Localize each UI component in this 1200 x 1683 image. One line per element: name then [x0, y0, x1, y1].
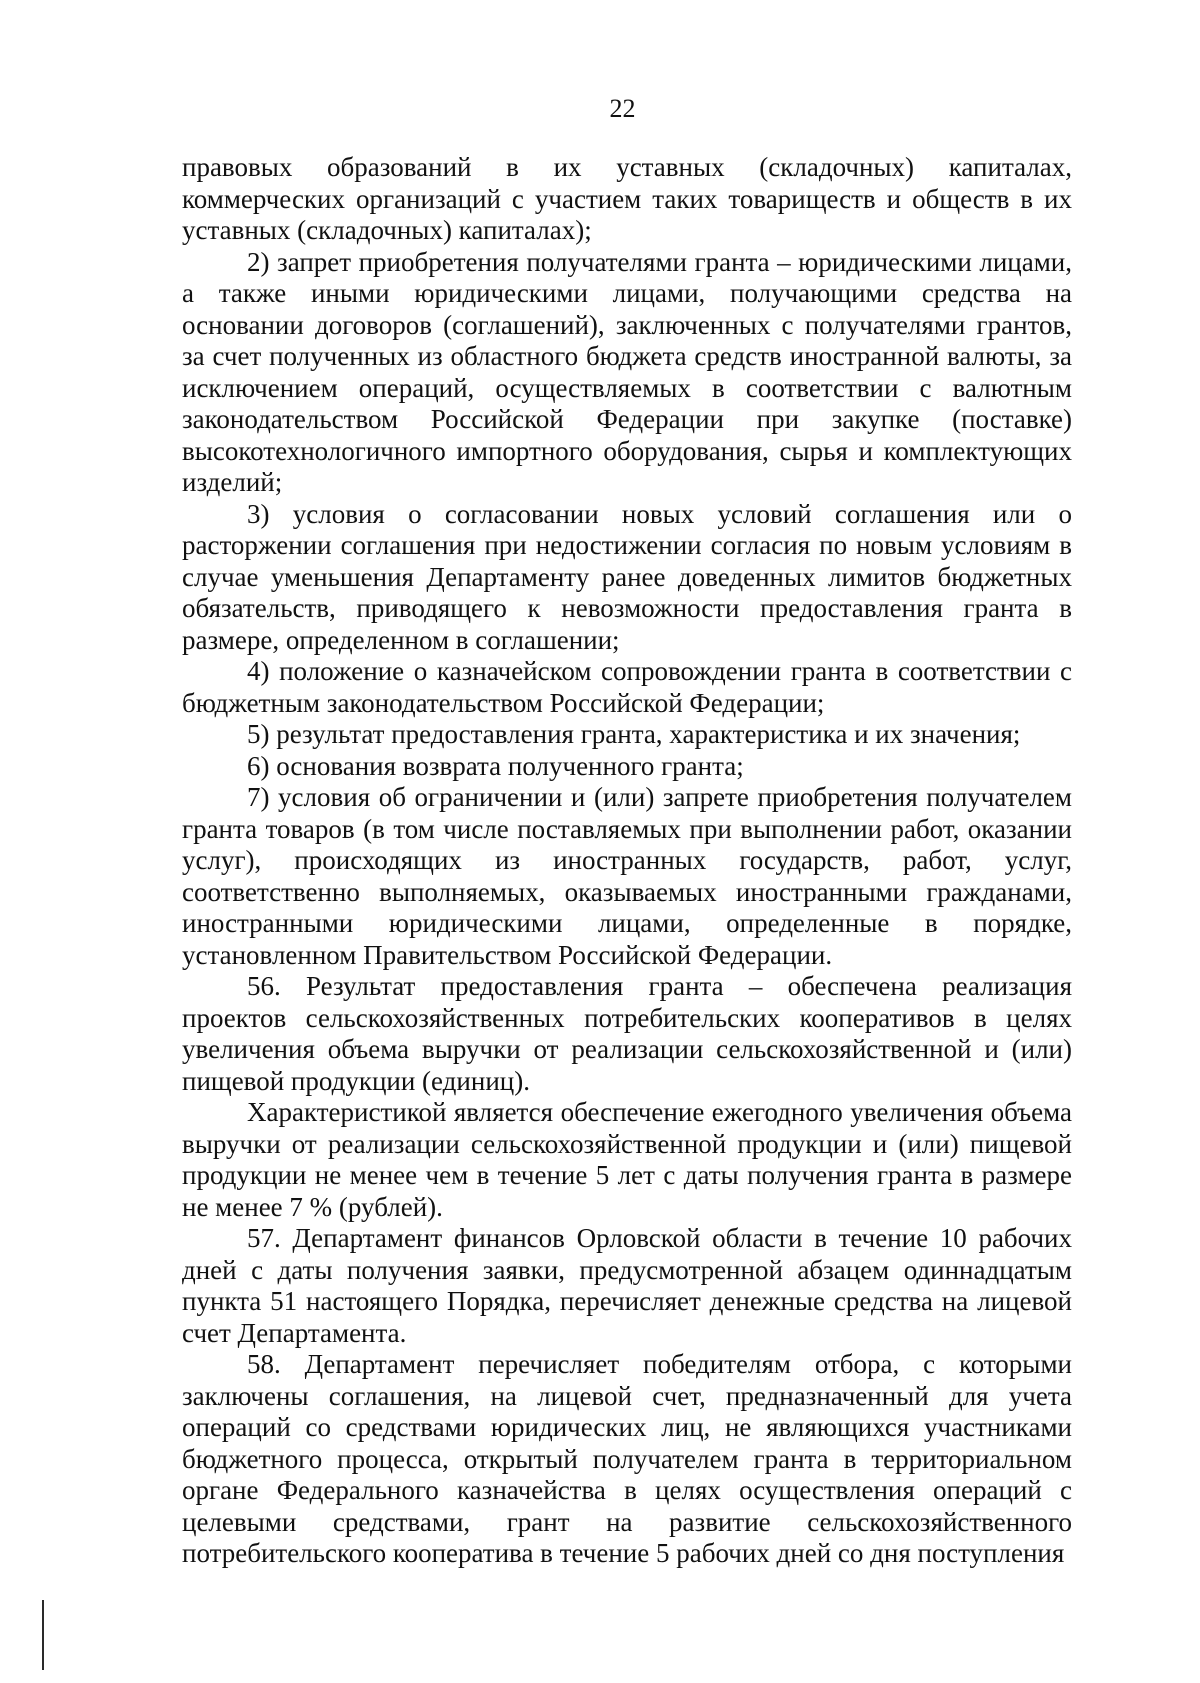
- paragraph-item-7: 7) условия об ограничении и (или) запрете приобретения получателем гранта товаров (в том числе поставляемых при выполнении работ, оказании услуг), происходящих из иностранных государств, работ, услуг, соответственно выполняемых, оказываемых иностранными гражданами, иностранными юридическими лицами, определенные в порядке, установленном Правительством Российской Федерации.: [182, 782, 1072, 970]
- paragraph-item-5: 5) результат предоставления гранта, характеристика и их значения;: [247, 719, 1021, 749]
- paragraph-item-2: 2) запрет приобретения получателями гранта – юридическими лицами, а также иными юридическими лицами, получающими средства на основании договоров (соглашений), заключенных с получателями грантов, за счет полученных из областного бюджета средств иностранной валюты, за исключением операций, осуществляемых в соответствии с валютным законодательством Российской Федерации при закупке (поставке) высокотехнологичного импортного оборудования, сырья и комплектующих изделий;: [182, 246, 1072, 497]
- paragraph-clause-56: 56. Результат предоставления гранта – обеспечена реализация проектов сельскохозяйственных потребительских кооперативов в целях увеличения объема выручки от реализации сельскохозяйственной и (или) пищевой продукции (единиц).: [182, 971, 1072, 1096]
- document-body: [182, 152, 1072, 1570]
- paragraph-item-6: 6) основания возврата полученного гранта;: [247, 750, 744, 781]
- page-number: 22: [609, 94, 636, 123]
- paragraph-item-3: 3) условия о согласовании новых условий соглашения или о расторжении соглашения при недостижении согласия по новым условиям в случае уменьшения Департаменту ранее доведенных лимитов бюджетных обязательств, приводящего к невозможности предоставления гранта в размере, определенном в соглашении;: [182, 498, 1072, 655]
- paragraph-item-4: 4) положение о казначейском сопровождении гранта в соответствии с бюджетным законодательством Российской Федерации;: [182, 656, 1072, 718]
- paragraph-clause-57: 57. Департамент финансов Орловской области в течение 10 рабочих дней с даты получения заявки, предусмотренной абзацем одиннадцатым пункта 51 настоящего Порядка, перечисляет денежные средства на лицевой счет Департамента.: [182, 1223, 1072, 1348]
- paragraph-clause-58: 58. Департамент перечисляет победителям отбора, с которыми заключены соглашения, на лицевой счет, предназначенный для учета операций со средствами юридических лиц, не являющихся участниками бюджетного процесса, открытый получателем гранта в территориальном органе Федерального казначейства в целях осуществления операций с целевыми средствами, грант на развитие сельскохозяйственного потребительского кооператива в течение 5 рабочих дней со дня поступления: [182, 1349, 1072, 1568]
- paragraph-characteristic: Характеристикой является обеспечение ежегодного увеличения объема выручки от реализации сельскохозяйственной продукции и (или) пищевой продукции не менее чем в течение 5 лет с даты получения гранта в размере не менее 7 % (рублей).: [182, 1097, 1072, 1222]
- scan-edge-mark: [42, 1600, 44, 1670]
- paragraph-continuation: правовых образований в их уставных (складочных) капиталах, коммерческих организаций с участием таких товариществ и обществ в их уставных (складочных) капиталах);: [182, 152, 1072, 245]
